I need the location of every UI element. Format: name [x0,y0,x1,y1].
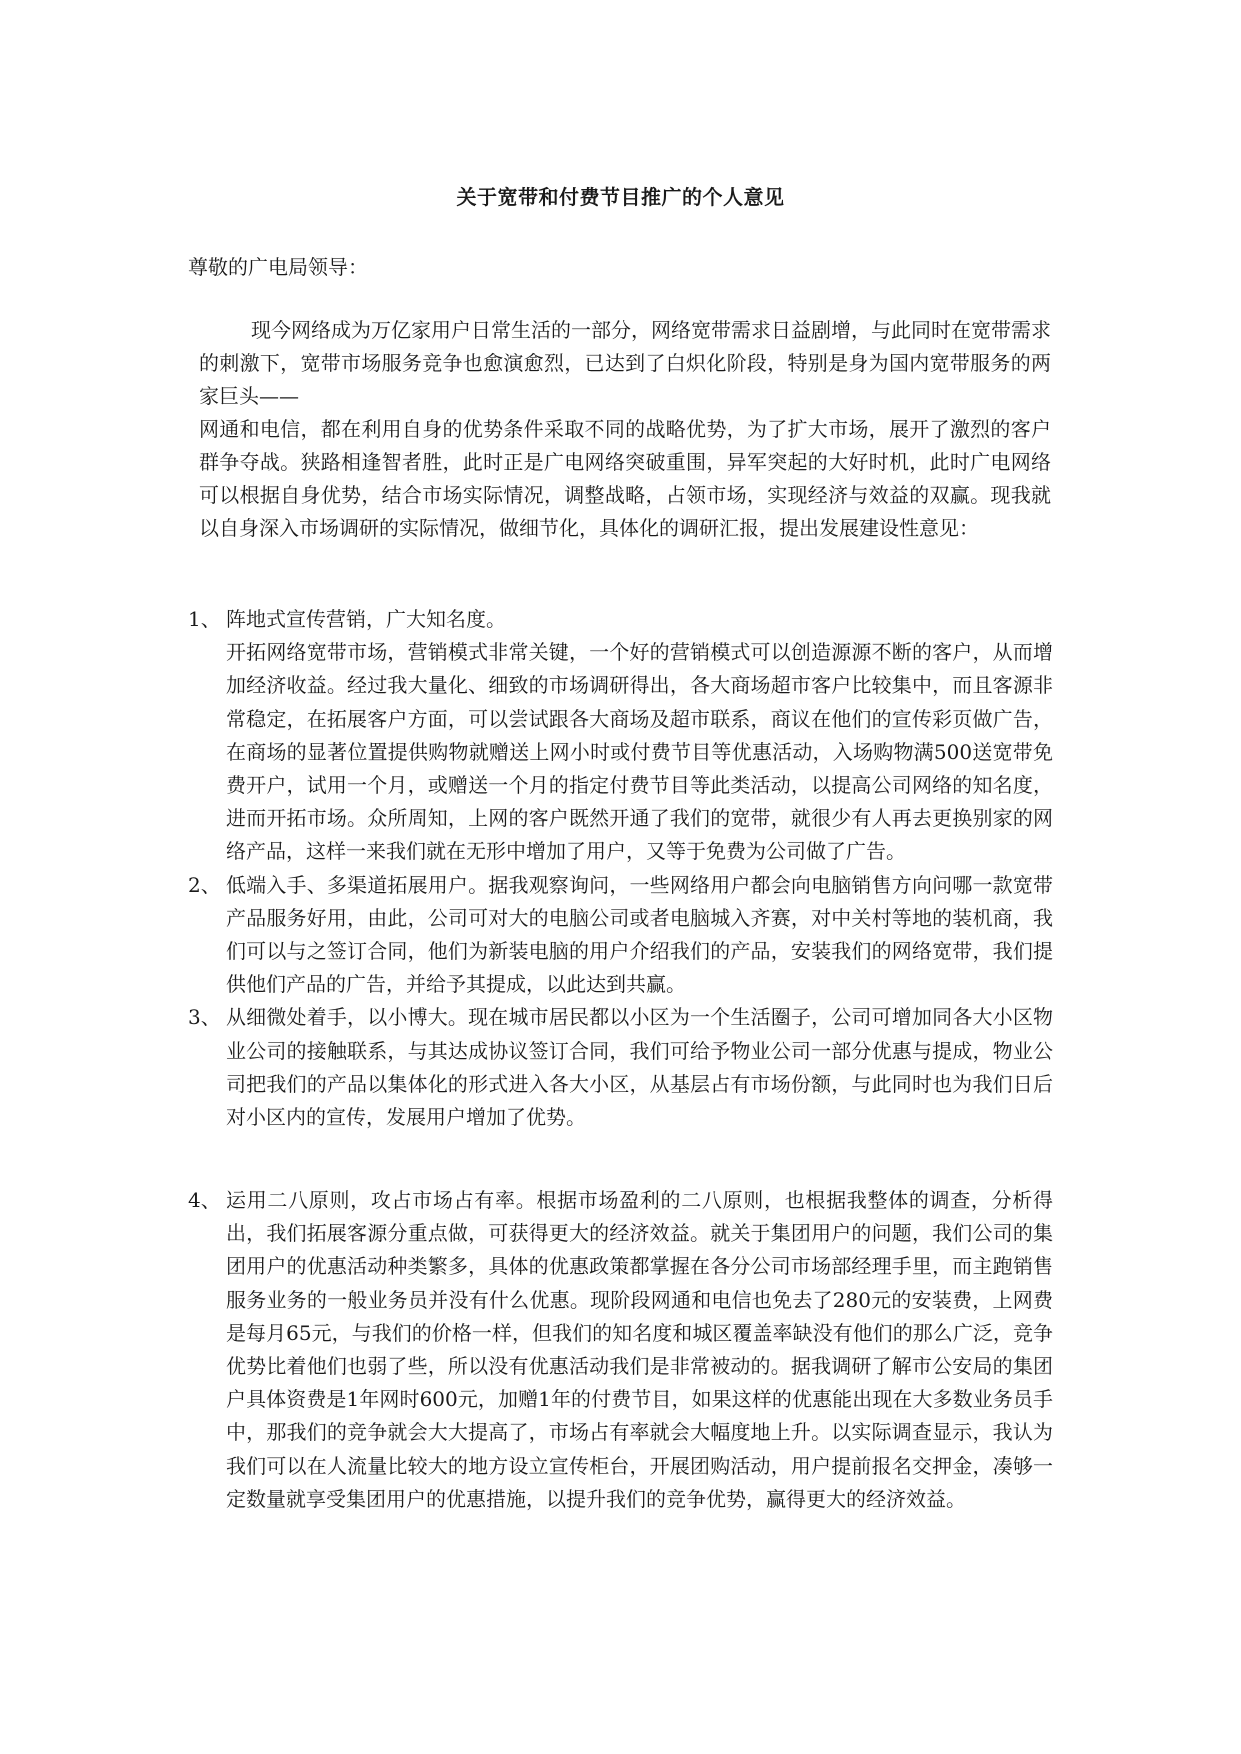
list-item-body [226,603,1053,869]
intro-section [199,314,1051,545]
list-item-text: 开拓网络宽带市场，营销模式非常关键，一个好的营销模式可以创造源源不断的客户，从而增加经济收益。经过我大量化、细致的市场调研得出，各大商场超市客户比较集中，而且客源非常稳定，在拓展客户方面，可以尝试跟各大商场及超市联系，商议在他们的宣传彩页做广告，在商场的显著位置提供购物就赠送上网小时或付费节目等优惠活动，入场购物满500送宽带免费开户，试用一个月，或赠送一个月的指定付费节目等此类活动，以提高公司网络的知名度，进而开拓市场。众所周知，上网的客户既然开通了我们的宽带，就很少有人再去更换别家的网络产品，这样一来我们就在无形中增加了用户，又等于免费为公司做了广告。 [226,640,1053,864]
document-title: 关于宽带和付费节目推广的个人意见 [456,185,785,209]
list-item-2 [188,869,1053,1002]
suggestion-list-part-2 [188,1184,1053,1516]
list-item-number: 2、 [188,872,221,897]
intro-paragraph-1: 现今网络成为万亿家用户日常生活的一部分，网络宽带需求日益剧增，与此同时在宽带需求的刺激下，宽带市场服务竞争也愈演愈烈，已达到了白炽化阶段，特别是身为国内宽带服务的两家巨头—— [199,318,1051,408]
list-item-3 [188,1001,1053,1134]
intro-paragraph-2: 网通和电信，都在利用自身的优势条件采取不同的战略优势，为了扩大市场，展开了激烈的客户群争夺战。狭路相逢智者胜，此时正是广电网络突破重围，异军突起的大好时机，此时广电网络可以根据自身优势，结合市场实际情况，调整战略，占领市场，实现经济与效益的双赢。现我就以自身深入市场调研的实际情况，做细节化，具体化的调研汇报，提出发展建设性意见： [199,417,1051,540]
list-item-text: 运用二八原则，攻占市场占有率。根据市场盈利的二八原则，也根据我整体的调查，分析得出，我们拓展客源分重点做，可获得更大的经济效益。就关于集团用户的问题，我们公司的集团用户的优惠活动种类繁多，具体的优惠政策都掌握在各分公司市场部经理手里，而主跑销售服务业务的一般业务员并没有什么优惠。现阶段网通和电信也免去了280元的安装费，上网费是每月65元，与我们的价格一样，但我们的知名度和城区覆盖率缺没有他们的那么广泛，竞争优势比着他们也弱了些，所以没有优惠活动我们是非常被动的。据我调研了解市公安局的集团户具体资费是1年网时600元，加赠1年的付费节目，如果这样的优惠能出现在大多数业务员手中，那我们的竞争就会大大提高了，市场占有率就会大幅度地上升。以实际调查显示，我认为我们可以在人流量比较大的地方设立宣传柜台，开展团购活动，用户提前报名交押金，凑够一定数量就享受集团用户的优惠措施，以提升我们的竞争优势，赢得更大的经济效益。 [226,1188,1053,1511]
list-item-text: 从细微处着手，以小博大。现在城市居民都以小区为一个生活圈子，公司可增加同各大小区物业公司的接触联系，与其达成协议签订合同，我们可给予物业公司一部分优惠与提成，物业公司把我们的产品以集体化的形式进入各大小区，从基层占有市场份额，与此同时也为我们日后对小区内的宣传，发展用户增加了优势。 [226,1005,1053,1130]
list-item-text: 低端入手、多渠道拓展用户。据我观察询问，一些网络用户都会向电脑销售方向问哪一款宽带产品服务好用，由此，公司可对大的电脑公司或者电脑城入齐赛，对中关村等地的装机商，我们可以与之签订合同，他们为新装电脑的用户介绍我们的产品，安装我们的网络宽带，我们提供他们产品的广告，并给予其提成，以此达到共赢。 [226,872,1053,997]
list-item-number: 4、 [188,1188,221,1212]
list-item-number: 3、 [188,1005,221,1030]
list-item-number: 1、 [188,607,221,631]
list-item-4 [188,1184,1053,1516]
list-item-heading: 阵地式宣传营销，广大知名度。 [226,607,506,631]
list-item-1 [188,603,1053,869]
salutation: 尊敬的广电局领导： [188,255,368,279]
suggestion-list-part-1 [188,603,1053,1134]
